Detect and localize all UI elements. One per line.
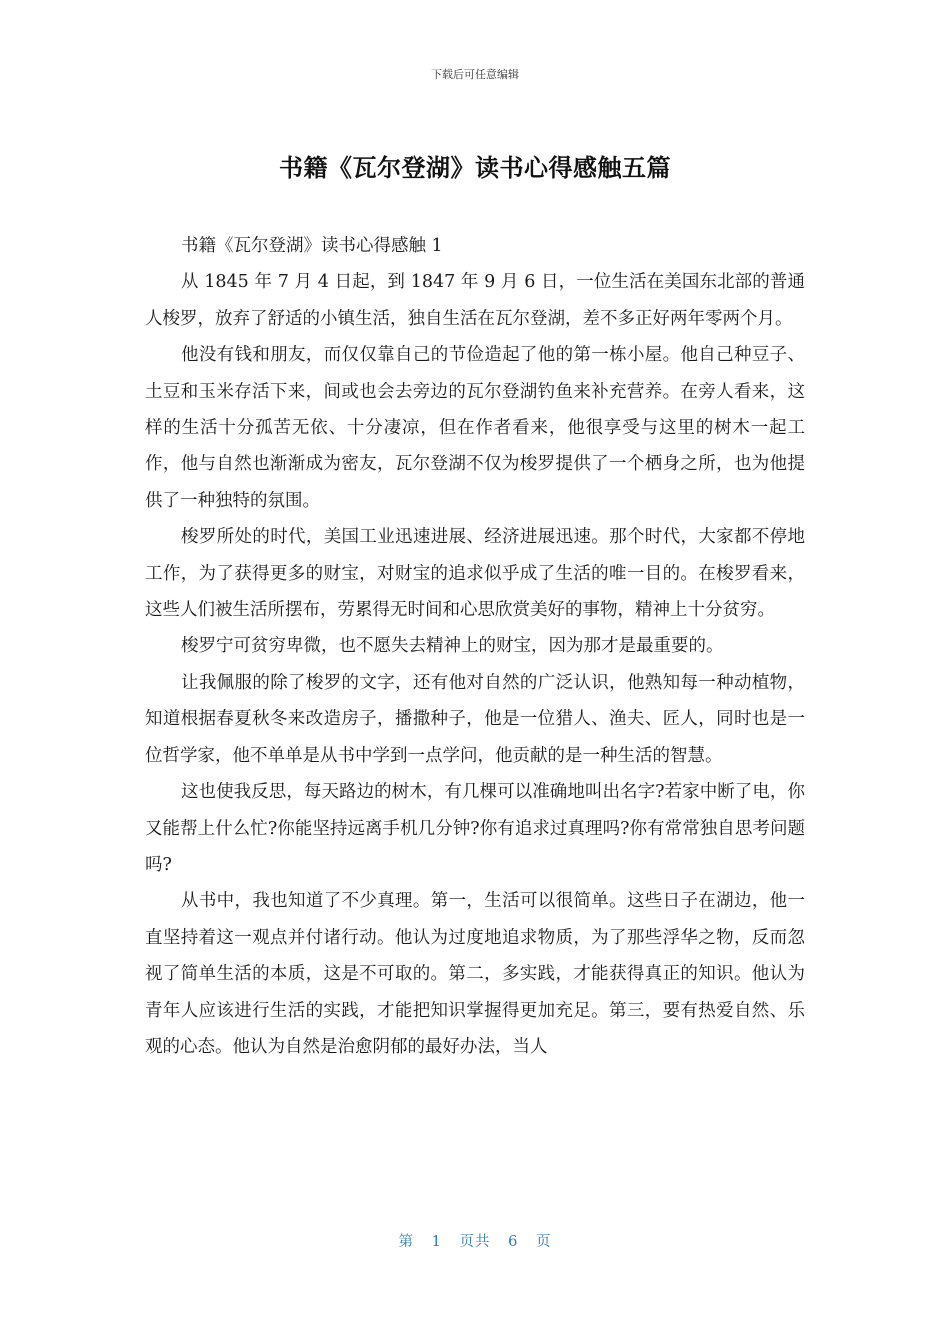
paragraph: 从书中，我也知道了不少真理。第一，生活可以很简单。这些日子在湖边，他一直坚持着这一观点并付诸行动。他认为过度地追求物质，为了那些浮华之物，反而忽视了简单生活的本质，这是不可取的。第二，多实践，才能获得真正的知识。他认为青年人应该进行生活的实践，才能把知识掌握得更加充足。第三，要有热爱自然、乐观的心态。他认为自然是治愈阴郁的最好办法，当人	[145, 891, 805, 1057]
paragraph: 让我佩服的除了梭罗的文字，还有他对自然的广泛认识，他熟知每一种动植物，知道根据春夏秋冬来改造房子，播撒种子，他是一位猎人、渔夫、匠人，同时也是一位哲学家，他不单单是从书中学到一点学问，他贡献的是一种生活的智慧。	[145, 672, 805, 766]
paragraph: 梭罗所处的时代，美国工业迅速进展、经济进展迅速。那个时代，大家都不停地工作，为了获得更多的财宝，对财宝的追求似乎成了生活的唯一目的。在梭罗看来，这些人们被生活所摆布，劳累得无时间和心思欣赏美好的事物，精神上十分贫穷。	[145, 527, 805, 621]
document-body	[145, 228, 805, 1065]
footer-middle: 页共	[459, 1234, 491, 1250]
footer-suffix: 页	[535, 1234, 552, 1250]
header-note: 下载后可任意编辑	[431, 68, 519, 81]
footer-prefix: 第	[398, 1234, 415, 1250]
paragraph: 梭罗宁可贫穷卑微，也不愿失去精神上的财宝，因为那才是最重要的。	[181, 636, 724, 657]
paragraph: 他没有钱和朋友，而仅仅靠自己的节俭造起了他的第一栋小屋。他自己种豆子、土豆和玉米存活下来，间或也会去旁边的瓦尔登湖钓鱼来补充营养。在旁人看来，这样的生活十分孤苦无依、十分凄凉，但在作者看来，他很享受与这里的树木一起工作，他与自然也渐渐成为密友，瓦尔登湖不仅为梭罗提供了一个栖身之所，也为他提供了一种独特的氛围。	[145, 345, 805, 511]
section-heading: 书籍《瓦尔登湖》读书心得感触 1	[181, 236, 443, 256]
paragraph: 从 1845 年 7 月 4 日起，到 1847 年 9 月 6 日，一位生活在美国东北部的普通人梭罗，放弃了舒适的小镇生活，独自生活在瓦尔登湖，差不多正好两年零两个月。	[145, 272, 805, 329]
footer-page-number: 1	[431, 1234, 442, 1250]
page-number-footer	[0, 1230, 950, 1251]
footer-total-pages: 6	[508, 1234, 519, 1250]
paragraph: 这也使我反思，每天路边的树木，有几棵可以准确地叫出名字?若家中断了电，你又能帮上什么忙?你能坚持远离手机几分钟?你有追求过真理吗?你有常常独自思考问题吗?	[145, 782, 805, 875]
document-title: 书籍《瓦尔登湖》读书心得感触五篇	[279, 154, 671, 182]
